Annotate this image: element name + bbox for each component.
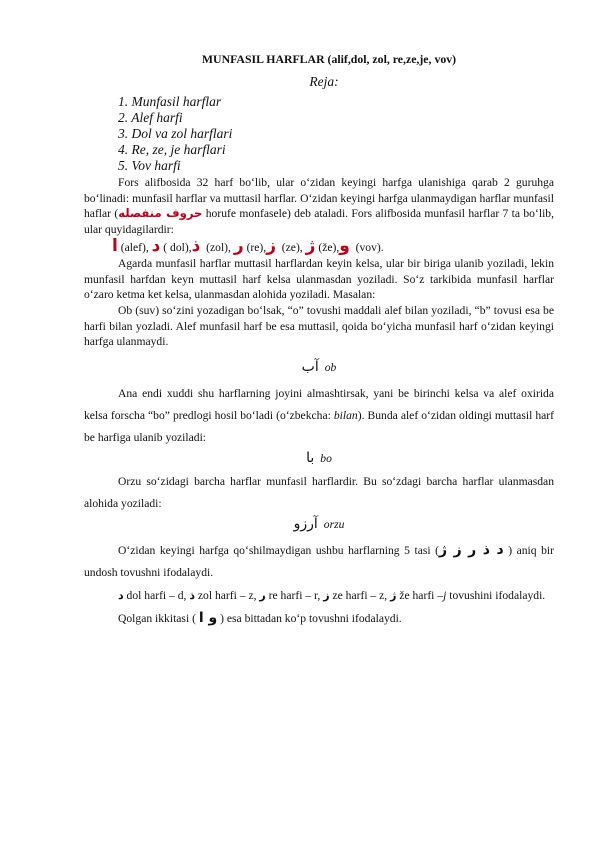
- example-orzu: [84, 517, 554, 533]
- five-text-end: ) aniq bir undosh tovushni ifodalaydi.: [84, 543, 555, 579]
- j-italic: j: [443, 588, 447, 602]
- sounds-end: tovushini ifodalaydi.: [446, 588, 546, 602]
- plan-item: 1. Munfasil harflar: [118, 94, 222, 110]
- paragraph-five-letters: [84, 539, 554, 584]
- letter-arabic: و: [339, 235, 350, 256]
- example-ob: [84, 360, 554, 376]
- re-arabic: ر: [259, 588, 266, 602]
- example-bo: [84, 451, 554, 467]
- zhe-arabic: ژ: [390, 588, 397, 602]
- paragraph-orzu: Orzu so‘zidagi barcha harflar munfasil harflardir. Bu so‘zdagi barcha harflar ulanmasdan alohida yoziladi:: [84, 474, 554, 510]
- plan-item: 5. Vov harfi: [118, 158, 181, 174]
- bo-text-end: ). Bunda alef o‘zidan oldingi muttasil harf be harfiga ulanib yoziladi:: [84, 409, 554, 445]
- paragraph-bo: [84, 383, 554, 449]
- re-text: re harfi – r,: [265, 588, 324, 602]
- paragraph-remaining: [84, 607, 554, 630]
- example-arabic: با: [306, 450, 315, 467]
- letter-arabic: ز: [266, 235, 276, 256]
- letter-name: ( dol),: [163, 240, 192, 254]
- spaced-section: [84, 383, 554, 449]
- intro-text: Fors alifbosida 32 harf bo‘lib, ular o‘zidan keyingi harfga ulanishiga qarab 2 guruhga bo‘linadi: munfasil harflar va muttasil harflar. O‘zidan keyingi harfga ulanmaydigan harflar munfasil haflar (: [84, 176, 554, 221]
- letter-arabic: ا: [112, 235, 118, 256]
- example-arabic: آرزو: [293, 515, 318, 532]
- letter-arabic: د: [151, 235, 161, 256]
- zol-arabic: ذ: [189, 588, 195, 602]
- bo-text: Ana endi xuddi shu harflarning joyini almashtirsak, yani be birinchi kelsa va alef oxirida kelsa forscha “bo” predlogi hosil bo‘ladi (o‘zbekcha:: [84, 387, 554, 423]
- plan-list: [118, 94, 554, 174]
- spaced-section: [84, 607, 554, 630]
- plan-heading: Reja:: [309, 73, 339, 89]
- letter-name: (re),: [246, 240, 267, 254]
- ze-arabic: ز: [323, 588, 330, 602]
- letter-arabic: ژ: [305, 235, 316, 256]
- paragraph-rules: Agarda munfasil harflar muttasil harflardan keyin kelsa, ular bir biriga ulanib yoziladi, lekin munfasil harfdan keyn muttasil harf kelsa ulanmasdan yoziladi. So‘z tarkibida munfasil harflar o‘zaro ketma ket kelsa, ulanmasdan alohida yoziladi. Masalan:: [84, 257, 554, 302]
- example-arabic: آب: [301, 358, 319, 375]
- letter-name: (zol),: [206, 240, 231, 254]
- document-page: [84, 52, 554, 630]
- paragraph-letter-sounds: [84, 588, 554, 604]
- dol-arabic: د: [118, 588, 124, 602]
- letter-name: (ze),: [281, 240, 303, 254]
- dol-text: dol harfi – d,: [123, 588, 190, 602]
- example-transliteration: orzu: [323, 517, 345, 531]
- zhe-text: že harfi –: [396, 588, 444, 602]
- letter-arabic: ر: [233, 235, 244, 256]
- ze-text: ze harfi – z,: [329, 588, 391, 602]
- remaining-arabic: و ا: [198, 610, 218, 627]
- paragraph-intro: [84, 175, 554, 237]
- example-transliteration: bo: [320, 452, 332, 466]
- five-arabic: د ذ ر ز ژ: [439, 541, 504, 558]
- bo-italic: bilan: [333, 409, 358, 423]
- paragraph-ob: Ob (suv) so‘zini yozadigan bo‘lsak, “o” tovushi maddali alef bilan yoziladi, “b” tovusi esa be harfi bilan yozladi. Alef munfasil harf be esa muttasil, qoida bo‘yicha munfasil harf o‘zidan keyingi harfga ulanmaydi.: [84, 303, 554, 349]
- example-transliteration: ob: [324, 360, 337, 374]
- letter-arabic: ذ: [191, 235, 201, 256]
- letter-name: (vov).: [355, 240, 384, 254]
- spaced-section: [84, 539, 554, 584]
- zol-text: zol harfi – z,: [195, 588, 260, 602]
- arabic-term: حروف منفصله: [118, 206, 203, 221]
- page-title: MUNFASIL HARFLAR (alif,dol, zol, re,ze,je, vov): [201, 52, 457, 66]
- plan-item: 4. Re, ze, je harflari: [118, 142, 226, 158]
- remaining-text: Qolgan ikkitasi (: [118, 612, 199, 626]
- five-text: O‘zidan keyingi harfga qo‘shilmaydigan ushbu harflarning 5 tasi (: [118, 543, 439, 557]
- remaining-text-end: ) esa bittadan ko‘p tovushni ifodalaydi.: [217, 612, 402, 626]
- plan-item: 2. Alef harfi: [118, 110, 183, 126]
- spaced-section: [84, 471, 554, 515]
- letters-line: [112, 235, 554, 256]
- letter-name: (že),: [318, 240, 340, 254]
- plan-item: 3. Dol va zol harflari: [118, 126, 233, 142]
- letter-name: (alef),: [120, 240, 149, 254]
- intro-text-end: horufe monfasele) deb ataladi. Fors alifbosida munfasil harflar 7 ta bo‘lib, ular quyidagilardir:: [84, 207, 554, 236]
